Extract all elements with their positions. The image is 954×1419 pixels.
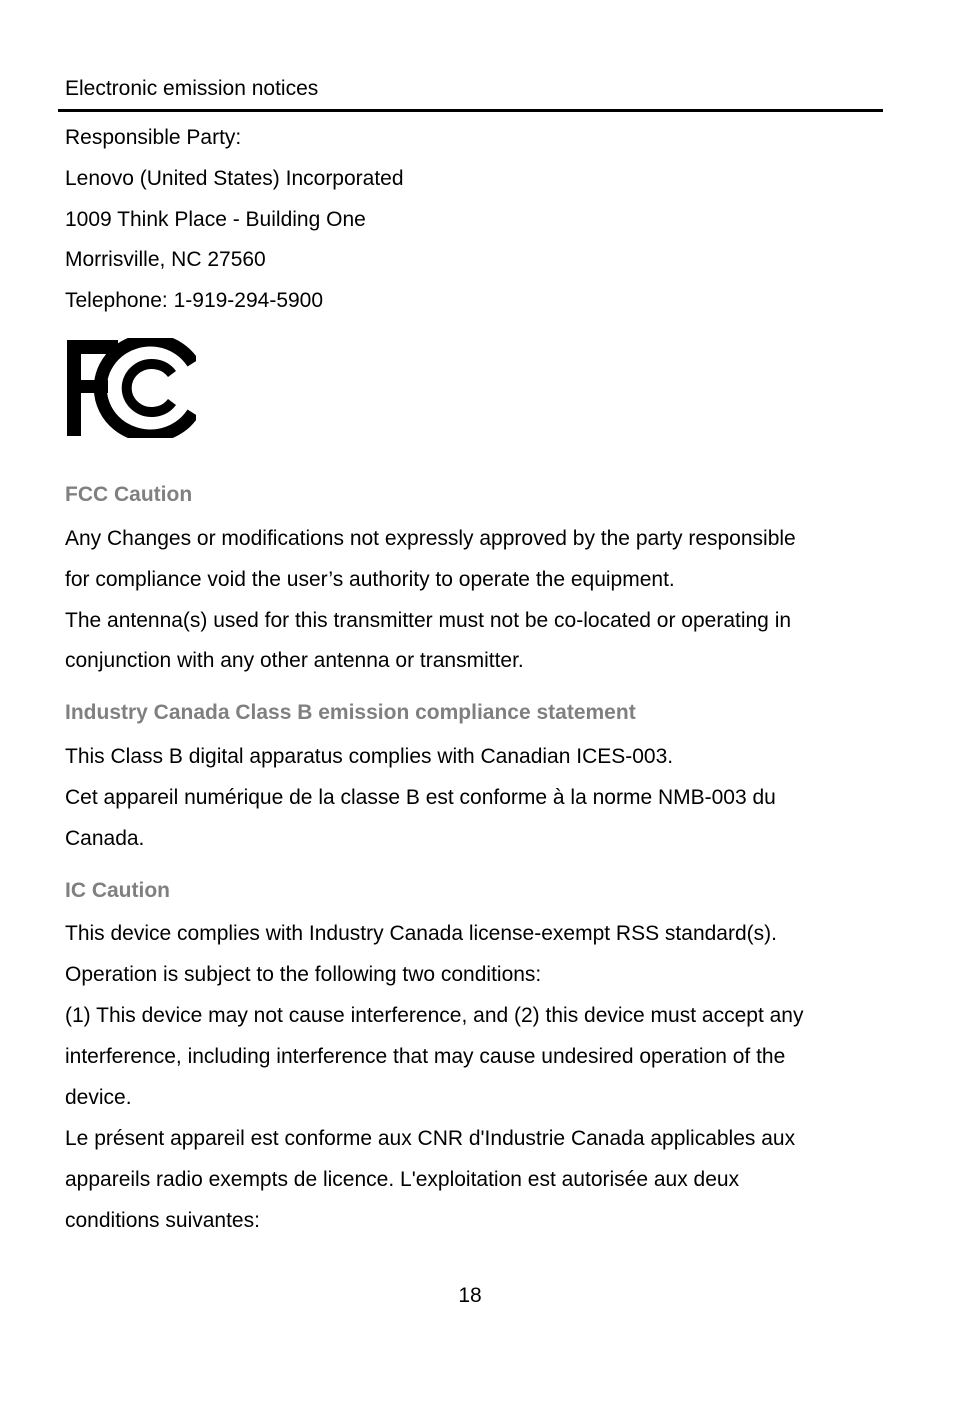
ic-caution-line: Operation is subject to the following two conditions: bbox=[65, 963, 542, 986]
ic-caution-line: Le présent appareil est conforme aux CNR d'Industrie Canada applicables aux bbox=[65, 1127, 796, 1150]
ic-caution-heading: IC Caution bbox=[65, 879, 170, 902]
company-name: Lenovo (United States) Incorporated bbox=[65, 167, 404, 190]
header-divider bbox=[58, 109, 883, 112]
fcc-caution-line: The antenna(s) used for this transmitter must not be co-located or operating in bbox=[65, 609, 792, 632]
telephone: Telephone: 1-919-294-5900 bbox=[65, 289, 324, 312]
ic-caution-line: interference, including interference that may cause undesired operation of the bbox=[65, 1045, 786, 1068]
ic-caution-line: conditions suivantes: bbox=[65, 1209, 260, 1232]
city-address: Morrisville, NC 27560 bbox=[65, 248, 266, 271]
ic-caution-line: (1) This device may not cause interference, and (2) this device must accept any bbox=[65, 1004, 804, 1027]
page-header-title: Electronic emission notices bbox=[65, 77, 319, 100]
fcc-caution-heading: FCC Caution bbox=[65, 483, 193, 506]
ic-caution-line: appareils radio exempts de licence. L'exploitation est autorisée aux deux bbox=[65, 1168, 740, 1191]
fcc-caution-line: for compliance void the user’s authority to operate the equipment. bbox=[65, 568, 675, 591]
fcc-caution-line: conjunction with any other antenna or transmitter. bbox=[65, 649, 524, 672]
fcc-caution-line: Any Changes or modifications not expressly approved by the party responsible bbox=[65, 527, 796, 550]
ic-caution-line: This device complies with Industry Canada license-exempt RSS standard(s). bbox=[65, 922, 777, 945]
page-number: 18 bbox=[458, 1284, 482, 1307]
street-address: 1009 Think Place - Building One bbox=[65, 208, 366, 231]
fcc-logo-icon bbox=[66, 338, 196, 438]
industry-canada-line: Cet appareil numérique de la classe B est conforme à la norme NMB-003 du bbox=[65, 786, 776, 809]
industry-canada-line: Canada. bbox=[65, 827, 145, 850]
responsible-party-label: Responsible Party: bbox=[65, 126, 242, 149]
industry-canada-heading: Industry Canada Class B emission compliance statement bbox=[65, 701, 636, 724]
industry-canada-line: This Class B digital apparatus complies with Canadian ICES-003. bbox=[65, 745, 674, 768]
ic-caution-line: device. bbox=[65, 1086, 132, 1109]
